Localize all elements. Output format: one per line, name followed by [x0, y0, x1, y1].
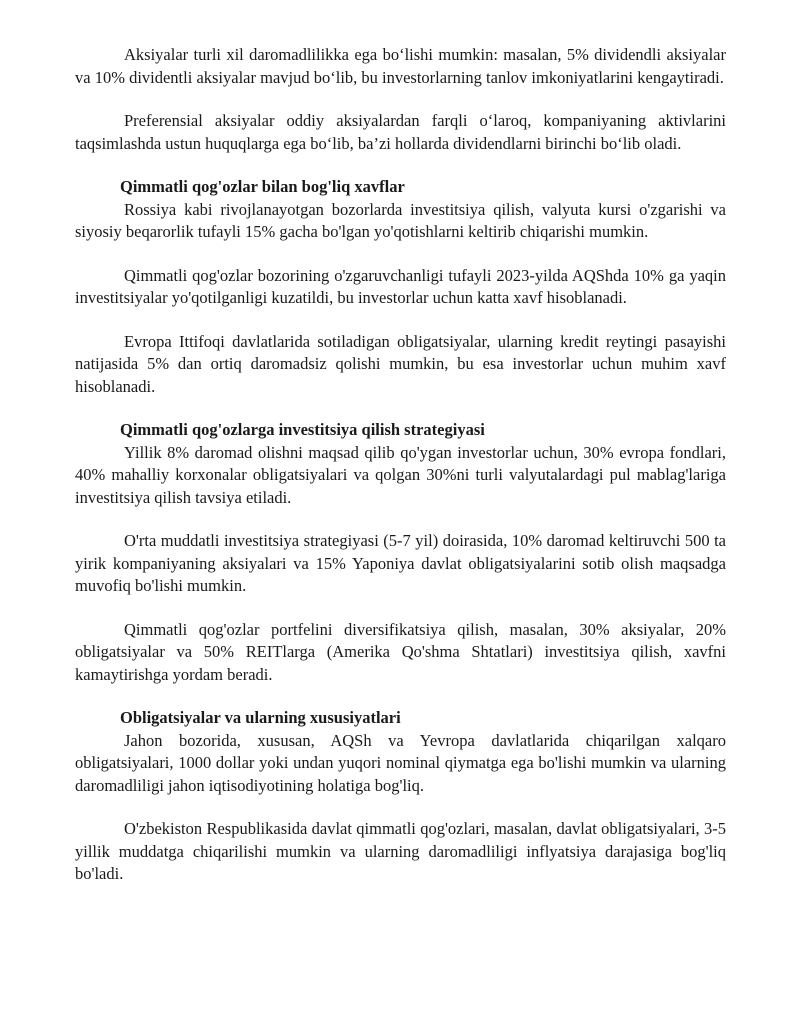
paragraph-preferred-stocks: Preferensial aksiyalar oddiy aksiyalardan farqli o‘laroq, kompaniyaning aktivlarini taqsimlashda ustun huquqlarga ega bo‘lib, ba’zi hollarda dividendlarni birinchi bo‘lib oladi. [75, 111, 726, 153]
paragraph-annual-target-strategy: Yillik 8% daromad olishni maqsad qilib qo'ygan investorlar uchun, 30% evropa fondlari, 40% mahalliy korxonalar obligatsiyalari va qolgan 30%ni turli valyutalardagi pul mablag'lariga investitsiya qilish tavsiya etiladi. [75, 442, 726, 507]
paragraph-market-volatility-risk: Qimmatli qog'ozlar bozorining o'zgaruvchanligi tufayli 2023-yilda AQShda 10% ga yaqin investitsiyalar yo'qotilganligi kuzatildi, bu investorlar uchun katta xavf hisoblanadi. [75, 265, 726, 307]
heading-risks: Qimmatli qog'ozlar bilan bog'liq xavflar [120, 177, 405, 196]
document-page [75, 44, 726, 907]
paragraph-diversification-strategy: Qimmatli qog'ozlar portfelini diversifikatsiya qilish, masalan, 30% aksiyalar, 20% obligatsiyalar va 50% REITlarga (Amerika Qo'shma Shtatlari) investitsiya qilish, xavfni kamaytirishga yordam beradi. [75, 619, 726, 684]
paragraph-emerging-markets-risk: Rossiya kabi rivojlanayotgan bozorlarda investitsiya qilish, valyuta kursi o'zgarishi va siyosiy beqarorlik tufayli 15% gacha bo'lgan yo'qotishlarni keltirib chiqarishi mumkin. [75, 199, 726, 241]
paragraph-medium-term-strategy: O'rta muddatli investitsiya strategiyasi (5-7 yil) doirasida, 10% daromad keltiruvchi 500 ta yirik kompaniyaning aksiyalari va 15% Yaponiya davlat obligatsiyalarini sotib olish maqsadga muvofiq bo'lishi mumkin. [75, 531, 726, 595]
heading-bonds-features: Obligatsiyalar va ularning xususiyatlari [120, 708, 401, 727]
paragraph-stock-yields: Aksiyalar turli xil daromadlilikka ega bo‘lishi mumkin: masalan, 5% dividendli aksiyalar va 10% dividentli aksiyalar mavjud bo‘lib, bu investorlarning tanlov imkoniyatlarini kengaytiradi. [75, 45, 726, 87]
paragraph-uzbekistan-bonds: O'zbekiston Respublikasida davlat qimmatli qog'ozlari, masalan, davlat obligatsiyalari, 3-5 yillik muddatga chiqarilishi mumkin va ularning daromadliligi inflyatsiya darajasiga bog'liq bo'ladi. [75, 819, 726, 883]
paragraph-international-bonds: Jahon bozorida, xususan, AQSh va Yevropa davlatlarida chiqarilgan xalqaro obligatsiyalari, 1000 dollar yoki undan yuqori nominal qiymatga ega bo'lishi mumkin va ularning daromadliligi jahon iqtisodiyotining holatiga bog'liq. [75, 730, 726, 795]
paragraph-eu-bonds-risk: Evropa Ittifoqi davlatlarida sotiladigan obligatsiyalar, ularning kredit reytingi pasayishi natijasida 5% dan ortiq daromadsiz qolishi mumkin, bu esa investorlar uchun muhim xavf hisoblanadi. [75, 331, 726, 396]
heading-investment-strategy: Qimmatli qog'ozlarga investitsiya qilish strategiyasi [120, 420, 485, 439]
